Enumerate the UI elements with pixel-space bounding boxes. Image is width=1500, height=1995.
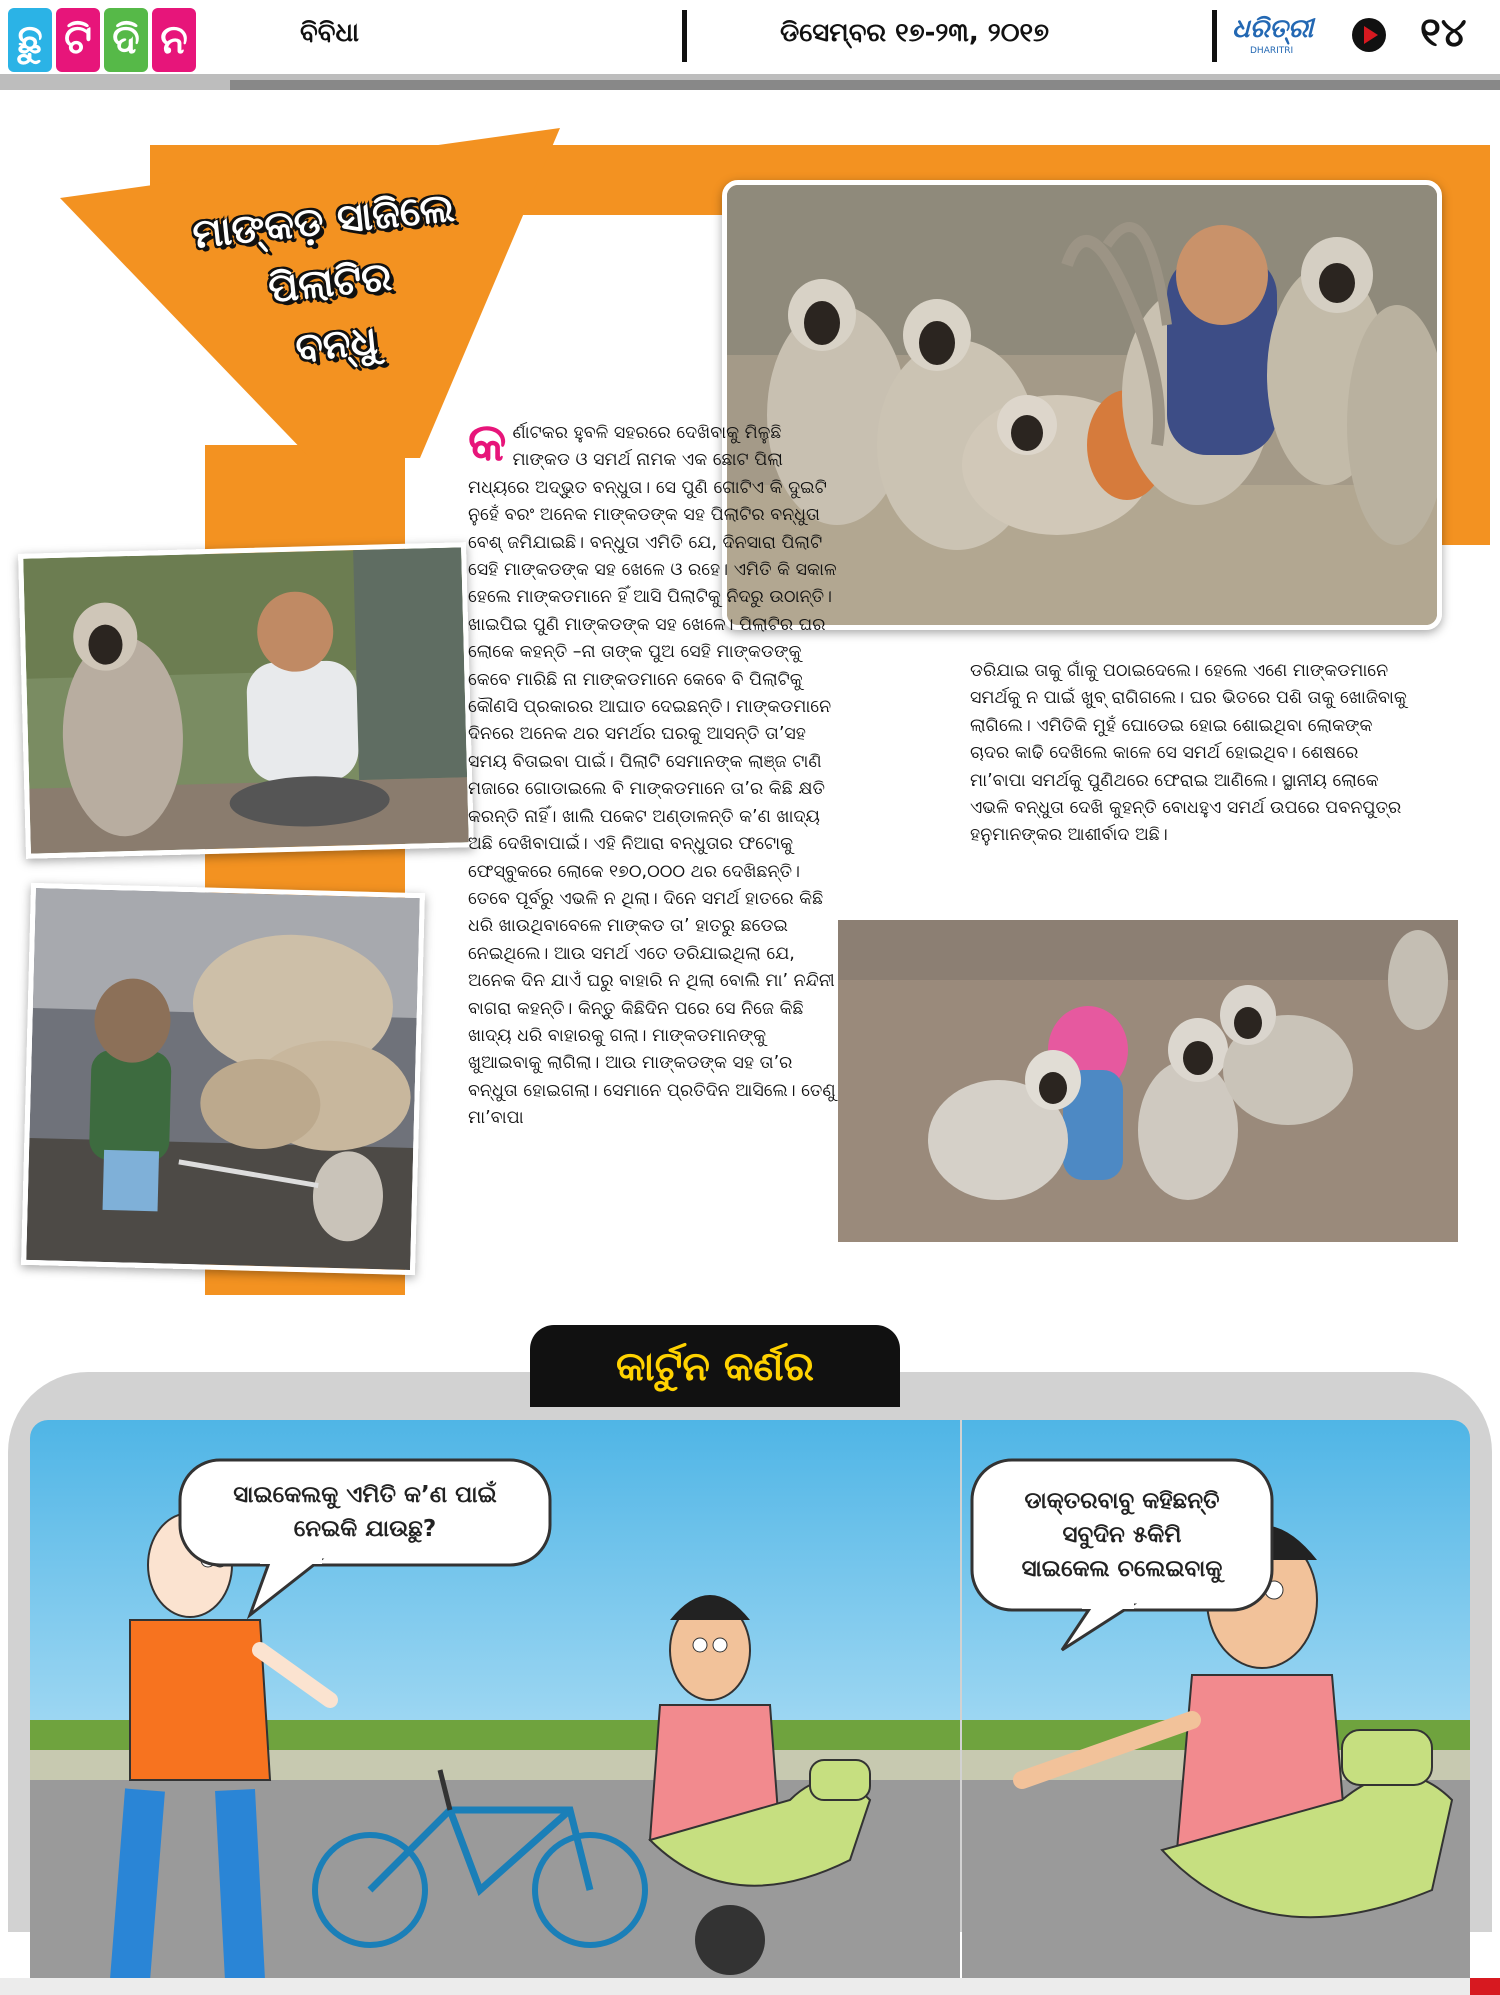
bubble-1-line-2: ନେଇକି ଯାଉଛୁ? <box>293 1516 437 1542</box>
play-icon <box>1352 18 1386 52</box>
article-column-1 <box>468 413 840 1133</box>
title-block <box>60 128 560 458</box>
dropcap: କ <box>468 413 507 473</box>
header-rule-accent <box>230 80 1500 90</box>
header-divider <box>682 10 687 62</box>
logo-letter-2: ଟି <box>56 8 100 72</box>
cartoon-panel-1 <box>30 1420 960 1980</box>
header-divider <box>1212 10 1217 62</box>
photo-child-surrounded-by-monkeys <box>838 920 1458 1242</box>
article-text-col1: ର୍ଣାଟକର ହୁବଳି ସହରରେ ଦେଖିବାକୁ ମିଳୁଛି ମାଙ୍କଡ ଓ ସମର୍ଥ ନାମକ ଏକ ଛୋଟ ପିଲା ମଧ୍ୟରେ ଅଦ୍ଭୁତ ବନ୍ଧୁତା। ସେ ପୁଣି ଗୋଟିଏ କି ଦୁଇଟି ନୁହେଁ ବରଂ ଅନେକ ମାଙ୍କଡଙ୍କ ସହ ପିଲାଟିର ବନ୍ଧୁତା ବେଶ୍ ଜମିଯାଇଛି। ବନ୍ଧୁତା ଏମିତି ଯେ, ଦିନସାରା ପିଲାଟି ସେହି ମାଙ୍କଡଙ୍କ ସହ ଖେଳେ ଓ ରହେ। ଏମିତି କି ସକାଳ ହେଲେ ମାଙ୍କଡମାନେ ହିଁ ଆସି ପିଲାଟିକୁ ନିଦରୁ ଉଠାନ୍ତି। ଖାଇପିଇ ପୁଣି ମାଙ୍କଡଙ୍କ ସହ ଖେଳେ। ପିଲାଟିର ଘର ଲୋକେ କହନ୍ତି –ନା ତାଙ୍କ ପୁଅ ସେହି ମାଙ୍କଡଙ୍କୁ କେବେ ମାରିଛି ନା ମାଙ୍କଡମାନେ କେବେ ବି ପିଲାଟିକୁ କୌଣସି ପ୍ରକାରର ଆଘାତ ଦେଇଛନ୍ତି। ମାଙ୍କଡମାନେ ଦିନରେ ଅନେକ ଥର ସମର୍ଥର ଘରକୁ ଆସନ୍ତି ତା’ସହ ସମୟ ବିତାଇବା ପାଇଁ। ପିଲାଟି ସେମାନଙ୍କ ଲାଞ୍ଜ ଟାଣି ମଜାରେ ଗୋଡାଇଲେ ବି ମାଙ୍କଡମାନେ ତା’ର କିଛି କ୍ଷତି କରନ୍ତି ନାହିଁ। ଖାଲି ପକେଟ ଅଣ୍ଡାଳନ୍ତି କ’ଣ ଖାଦ୍ୟ ଅଛି ଦେଖିବାପାଇଁ। ଏହି ନିଆରା ବନ୍ଧୁତାର ଫଟୋକୁ ଫେସ୍‌ବୁକରେ ଲୋକେ ୧୭୦,୦୦୦ ଥର ଦେଖିଛନ୍ତି। ତେବେ ପୂର୍ବରୁ ଏଭଳି ନ ଥିଲା। ଦିନେ ସମର୍ଥ ହାତରେ କିଛି ଧରି ଖାଉଥିବାବେଳେ ମାଙ୍କଡ ତା’ ହାତରୁ ଛଡେଇ ନେଇଥିଲେ। ଆଉ ସମର୍ଥ ଏତେ ଡରିଯାଇଥିଲା ଯେ, ଅନେକ ଦିନ ଯାଏଁ ଘରୁ ବାହାରି ନ ଥିଲା ବୋଲି ମା’ ନନ୍ଦିନୀ ବାଗରା କହନ୍ତି। କିନ୍ତୁ କିଛିଦିନ ପରେ ସେ ନିଜେ କିଛି ଖାଦ୍ୟ ଧରି ବାହାରକୁ ଗଲା। ମାଙ୍କଡମାନଙ୍କୁ ଖୁଆଇବାକୁ ଲାଗିଲା। ଆଉ ମାଙ୍କଡଙ୍କ ସହ ତା’ର ବନ୍ଧୁତା ହୋଇଗଲା। ସେମାନେ ପ୍ରତିଦିନ ଆସିଲେ। ତେଣୁ ମା’ବାପା <box>468 423 837 1129</box>
speech-bubble-1 <box>190 1478 540 1546</box>
logo-letter-3: ଦି <box>104 8 148 72</box>
section-name: ବିବିଧା <box>300 18 359 48</box>
footer-accent <box>1470 1978 1500 1995</box>
brand-name: ଧରିତ୍ରୀ <box>1232 14 1314 44</box>
orange-banner-edge <box>1440 145 1490 545</box>
article-title <box>171 175 489 391</box>
page-number: ୧୪ <box>1420 10 1467 56</box>
footer-bar <box>0 1978 1500 1995</box>
speech-bubble-2 <box>982 1484 1262 1586</box>
bubble-2-line-1: ଡାକ୍ତରବାବୁ କହିଛନ୍ତି <box>1024 1488 1220 1514</box>
brand-sub: DHARITRI <box>1250 46 1294 56</box>
article-text-col2: ଡରିଯାଇ ତାକୁ ଗାଁକୁ ପଠାଇଦେଲେ। ହେଲେ ଏଣେ ମାଙ୍କଡମାନେ ସମର୍ଥକୁ ନ ପାଇଁ ଖୁବ୍ ରାଗିଗଲେ। ଘର ଭିତରେ ପଶି ତାକୁ ଖୋଜିବାକୁ ଲାଗିଲେ। ଏମିତିକି ମୁହଁ ଘୋଡେଇ ହୋଇ ଶୋଇଥିବା ଲୋକଙ୍କ ଚାଦର କାଢି ଦେଖିଲେ କାଳେ ସେ ସମର୍ଥ ହୋଇଥିବ। ଶେଷରେ ମା’ବାପା ସମର୍ଥକୁ ପୁଣିଥରେ ଫେରାଇ ଆଣିଲେ। ସ୍ଥାନୀୟ ଲୋକେ ଏଭଳି ବନ୍ଧୁତା ଦେଖି କୁହନ୍ତି ବୋଧହୁଏ ସମର୍ଥ ଉପରେ ପବନପୁତ୍ର ହନୁମାନଙ୍କର ଆଶୀର୍ବାଦ ଅଛି। <box>970 661 1407 846</box>
logo-letter-4: ନ <box>152 8 196 72</box>
title-line-3: ବନ୍ଧୁ <box>293 317 380 372</box>
cartoon-title: କାର୍ଟୁନ କର୍ଣର <box>615 1344 814 1390</box>
bubble-2-line-3: ସାଇକେଲ ଚଲେଇବାକୁ <box>1021 1556 1223 1582</box>
issue-date: ଡିସେମ୍ବର ୧୭-୨୩, ୨୦୧୭ <box>780 18 1049 48</box>
bubble-2-line-2: ସବୁଦିନ ୫କିମି <box>1062 1522 1182 1548</box>
bubble-1-line-1: ସାଇକେଲକୁ ଏମିତି କ’ଣ ପାଇଁ <box>233 1482 497 1508</box>
logo-letter-1: ଛୁ <box>8 8 52 72</box>
cartoon-panel-2 <box>962 1420 1470 1980</box>
photo-child-feeding-monkey <box>18 542 474 859</box>
title-line-1: ମାଙ୍କଡ଼ ସାଜିଲେ <box>190 184 457 258</box>
photo-child-with-sacks <box>21 883 425 1275</box>
article-column-2 <box>970 658 1410 850</box>
article-paragraph <box>468 413 840 1133</box>
title-line-2: ପିଲାଟିର <box>266 253 394 313</box>
